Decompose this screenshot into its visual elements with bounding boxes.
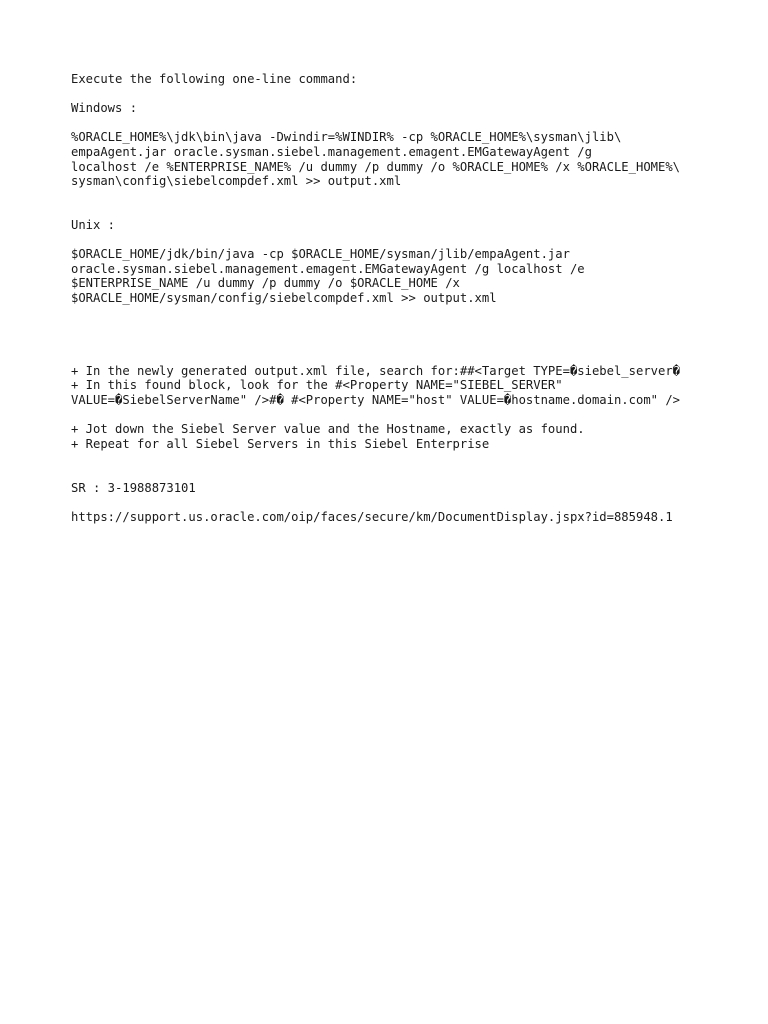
step-line: + Repeat for all Siebel Servers in this Siebel Enterprise bbox=[71, 436, 490, 451]
spacer bbox=[71, 233, 731, 248]
windows-command-line: localhost /e %ENTERPRISE_NAME% /u dummy /p dummy /o %ORACLE_HOME% /x %ORACLE_HOME%\ bbox=[71, 159, 681, 174]
windows-label: Windows : bbox=[71, 101, 138, 116]
spacer bbox=[71, 306, 731, 364]
steps-block-record bbox=[71, 422, 731, 451]
step-line: + In the newly generated output.xml file, search for:##<Target TYPE=�siebel_server� bbox=[71, 363, 681, 378]
intro-text: Execute the following one-line command: bbox=[71, 72, 358, 86]
spacer bbox=[71, 87, 731, 102]
unix-label: Unix : bbox=[71, 217, 116, 232]
spacer bbox=[71, 116, 731, 131]
spacer bbox=[71, 189, 731, 218]
spacer bbox=[71, 495, 731, 510]
support-url: https://support.us.oracle.com/oip/faces/secure/km/DocumentDisplay.jspx?id=885948.1 bbox=[71, 509, 673, 524]
unix-command-block bbox=[71, 247, 731, 305]
document-body bbox=[71, 72, 731, 524]
spacer bbox=[71, 408, 731, 423]
windows-command-line: %ORACLE_HOME%\jdk\bin\java -Dwindir=%WINDIR% -cp %ORACLE_HOME%\sysman\jlib\ bbox=[71, 130, 622, 145]
unix-command-line: oracle.sysman.siebel.management.emagent.EMGatewayAgent /g localhost /e bbox=[71, 261, 585, 276]
unix-command-line: $ORACLE_HOME/sysman/config/siebelcompdef.xml >> output.xml bbox=[71, 290, 497, 305]
step-line: VALUE=�SiebelServerName" />#� #<Property NAME="host" VALUE=�hostname.domain.com" /> bbox=[71, 393, 681, 408]
unix-command-line: $ORACLE_HOME/jdk/bin/java -cp $ORACLE_HOME/sysman/jlib/empaAgent.jar bbox=[71, 247, 570, 262]
step-line: + Jot down the Siebel Server value and the Hostname, exactly as found. bbox=[71, 422, 585, 437]
windows-command-line: empaAgent.jar oracle.sysman.siebel.management.emagent.EMGatewayAgent /g bbox=[71, 144, 592, 159]
steps-block-search bbox=[71, 364, 731, 408]
spacer bbox=[71, 451, 731, 480]
windows-command-line: sysman\config\siebelcompdef.xml >> output.xml bbox=[71, 174, 402, 189]
sr-number: SR : 3-1988873101 bbox=[71, 480, 196, 495]
step-line: + In this found block, look for the #<Property NAME="SIEBEL_SERVER" bbox=[71, 378, 563, 393]
unix-command-line: $ENTERPRISE_NAME /u dummy /p dummy /o $ORACLE_HOME /x bbox=[71, 276, 460, 291]
windows-command-block bbox=[71, 130, 731, 188]
